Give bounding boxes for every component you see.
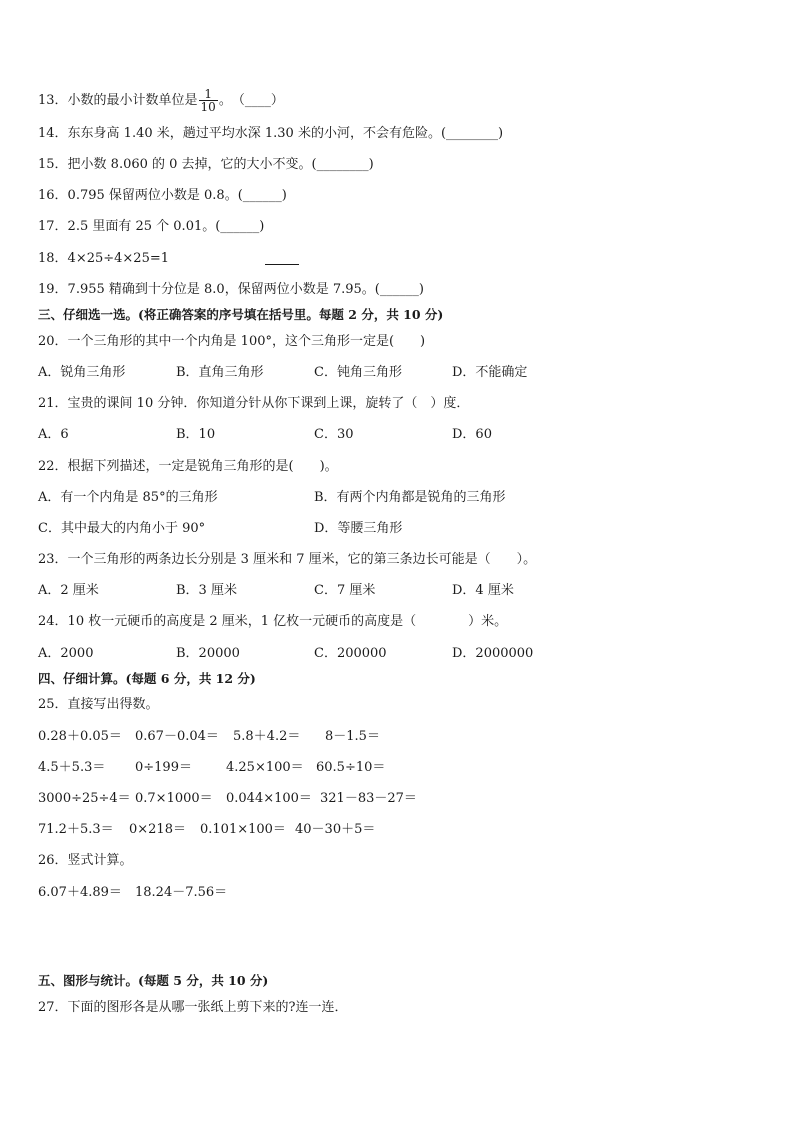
vertical-calc-item: 6.07＋4.89＝	[38, 885, 122, 900]
answer-blank-18	[265, 264, 299, 265]
q23-option-b: B．3 厘米	[176, 583, 237, 598]
calc-item: 0.7×1000＝	[135, 791, 213, 806]
calc-item: 0.28＋0.05＝	[38, 729, 122, 744]
question-22-stem: 22．根据下列描述，一定是锐角三角形的是( )。	[38, 459, 338, 474]
question-24-stem: 24．10 枚一元硬币的高度是 2 厘米，1 亿枚一元硬币的高度是（ ）米。	[38, 614, 508, 629]
q24-option-b: B．20000	[176, 646, 240, 661]
section-4-heading: 四、仔细计算。(每题 6 分，共 12 分)	[38, 671, 256, 686]
calc-item: 3000÷25÷4＝	[38, 791, 131, 806]
question-23-stem: 23．一个三角形的两条边长分别是 3 厘米和 7 厘米，它的第三条边长可能是（ ）。	[38, 552, 537, 567]
q21-option-d: D．60	[452, 427, 492, 442]
q23-option-a: A．2 厘米	[38, 583, 99, 598]
calc-item: 4.25×100＝	[226, 760, 304, 775]
q24-option-a: A．2000	[38, 646, 94, 661]
question-27-stem: 27．下面的图形各是从哪一张纸上剪下来的?连一连．	[38, 1000, 348, 1015]
question-19: 19．7.955 精确到十分位是 8.0，保留两位小数是 7.95。(______)	[38, 282, 424, 297]
q24-option-c: C．200000	[314, 646, 387, 661]
q20-option-b: B．直角三角形	[176, 365, 264, 380]
q23-option-d: D．4 厘米	[452, 583, 514, 598]
q22-option-b: B．有两个内角都是锐角的三角形	[314, 490, 506, 505]
calc-item: 0÷199＝	[135, 760, 192, 775]
calc-item: 321－83－27＝	[320, 791, 417, 806]
calc-item: 0×218＝	[129, 822, 186, 837]
q20-option-d: D．不能确定	[452, 365, 528, 380]
question-26-stem: 26．竖式计算。	[38, 853, 133, 868]
section-3-heading: 三、仔细选一选。(将正确答案的序号填在括号里。每题 2 分，共 10 分)	[38, 307, 444, 322]
q22-option-d: D．等腰三角形	[314, 521, 403, 536]
calc-item: 5.8＋4.2＝	[233, 729, 301, 744]
q21-option-b: B．10	[176, 427, 216, 442]
question-25-stem: 25．直接写出得数。	[38, 697, 159, 712]
q23-option-c: C．7 厘米	[314, 583, 376, 598]
section-5-heading: 五、图形与统计。(每题 5 分，共 10 分)	[38, 973, 269, 988]
q21-option-c: C．30	[314, 427, 354, 442]
q22-option-a: A．有一个内角是 85°的三角形	[38, 490, 218, 505]
q20-option-c: C．钝角三角形	[314, 365, 402, 380]
vertical-calc-item: 18.24－7.56＝	[135, 885, 228, 900]
question-20-stem: 20．一个三角形的其中一个内角是 100°，这个三角形一定是( )	[38, 334, 426, 349]
calc-item: 0.044×100＝	[226, 791, 312, 806]
question-15: 15．把小数 8.060 的 0 去掉，它的大小不变。(________)	[38, 157, 374, 172]
question-18: 18．4×25÷4×25=1	[38, 251, 170, 266]
question-21-stem: 21．宝贵的课间 10 分钟．你知道分针从你下课到上课，旋转了（ ）度．	[38, 396, 470, 411]
calc-item: 8－1.5＝	[325, 729, 380, 744]
calc-item: 71.2＋5.3＝	[38, 822, 114, 837]
fraction-one-tenth: $\frac{1}{10}$	[200, 87, 216, 114]
q22-option-c: C．其中最大的内角小于 90°	[38, 521, 206, 536]
q21-option-a: A．6	[38, 427, 69, 442]
q20-option-a: A．锐角三角形	[38, 365, 126, 380]
calc-item: 60.5÷10＝	[316, 760, 386, 775]
calc-item: 0.101×100＝	[200, 822, 286, 837]
q24-option-d: D．2000000	[452, 646, 534, 661]
question-17: 17．2.5 里面有 25 个 0.01。(______)	[38, 219, 265, 234]
question-16: 16．0.795 保留两位小数是 0.8。(______)	[38, 188, 287, 203]
calc-item: 0.67－0.04＝	[135, 729, 219, 744]
calc-item: 40－30＋5＝	[295, 822, 376, 837]
question-13: 13．小数的最小计数单位是 $\frac{1}{10}$ 。 （____）	[38, 87, 284, 114]
calc-item: 4.5＋5.3＝	[38, 760, 106, 775]
question-14: 14．东东身高 1.40 米，趟过平均水深 1.30 米的小河，不会有危险。(________)	[38, 126, 504, 141]
